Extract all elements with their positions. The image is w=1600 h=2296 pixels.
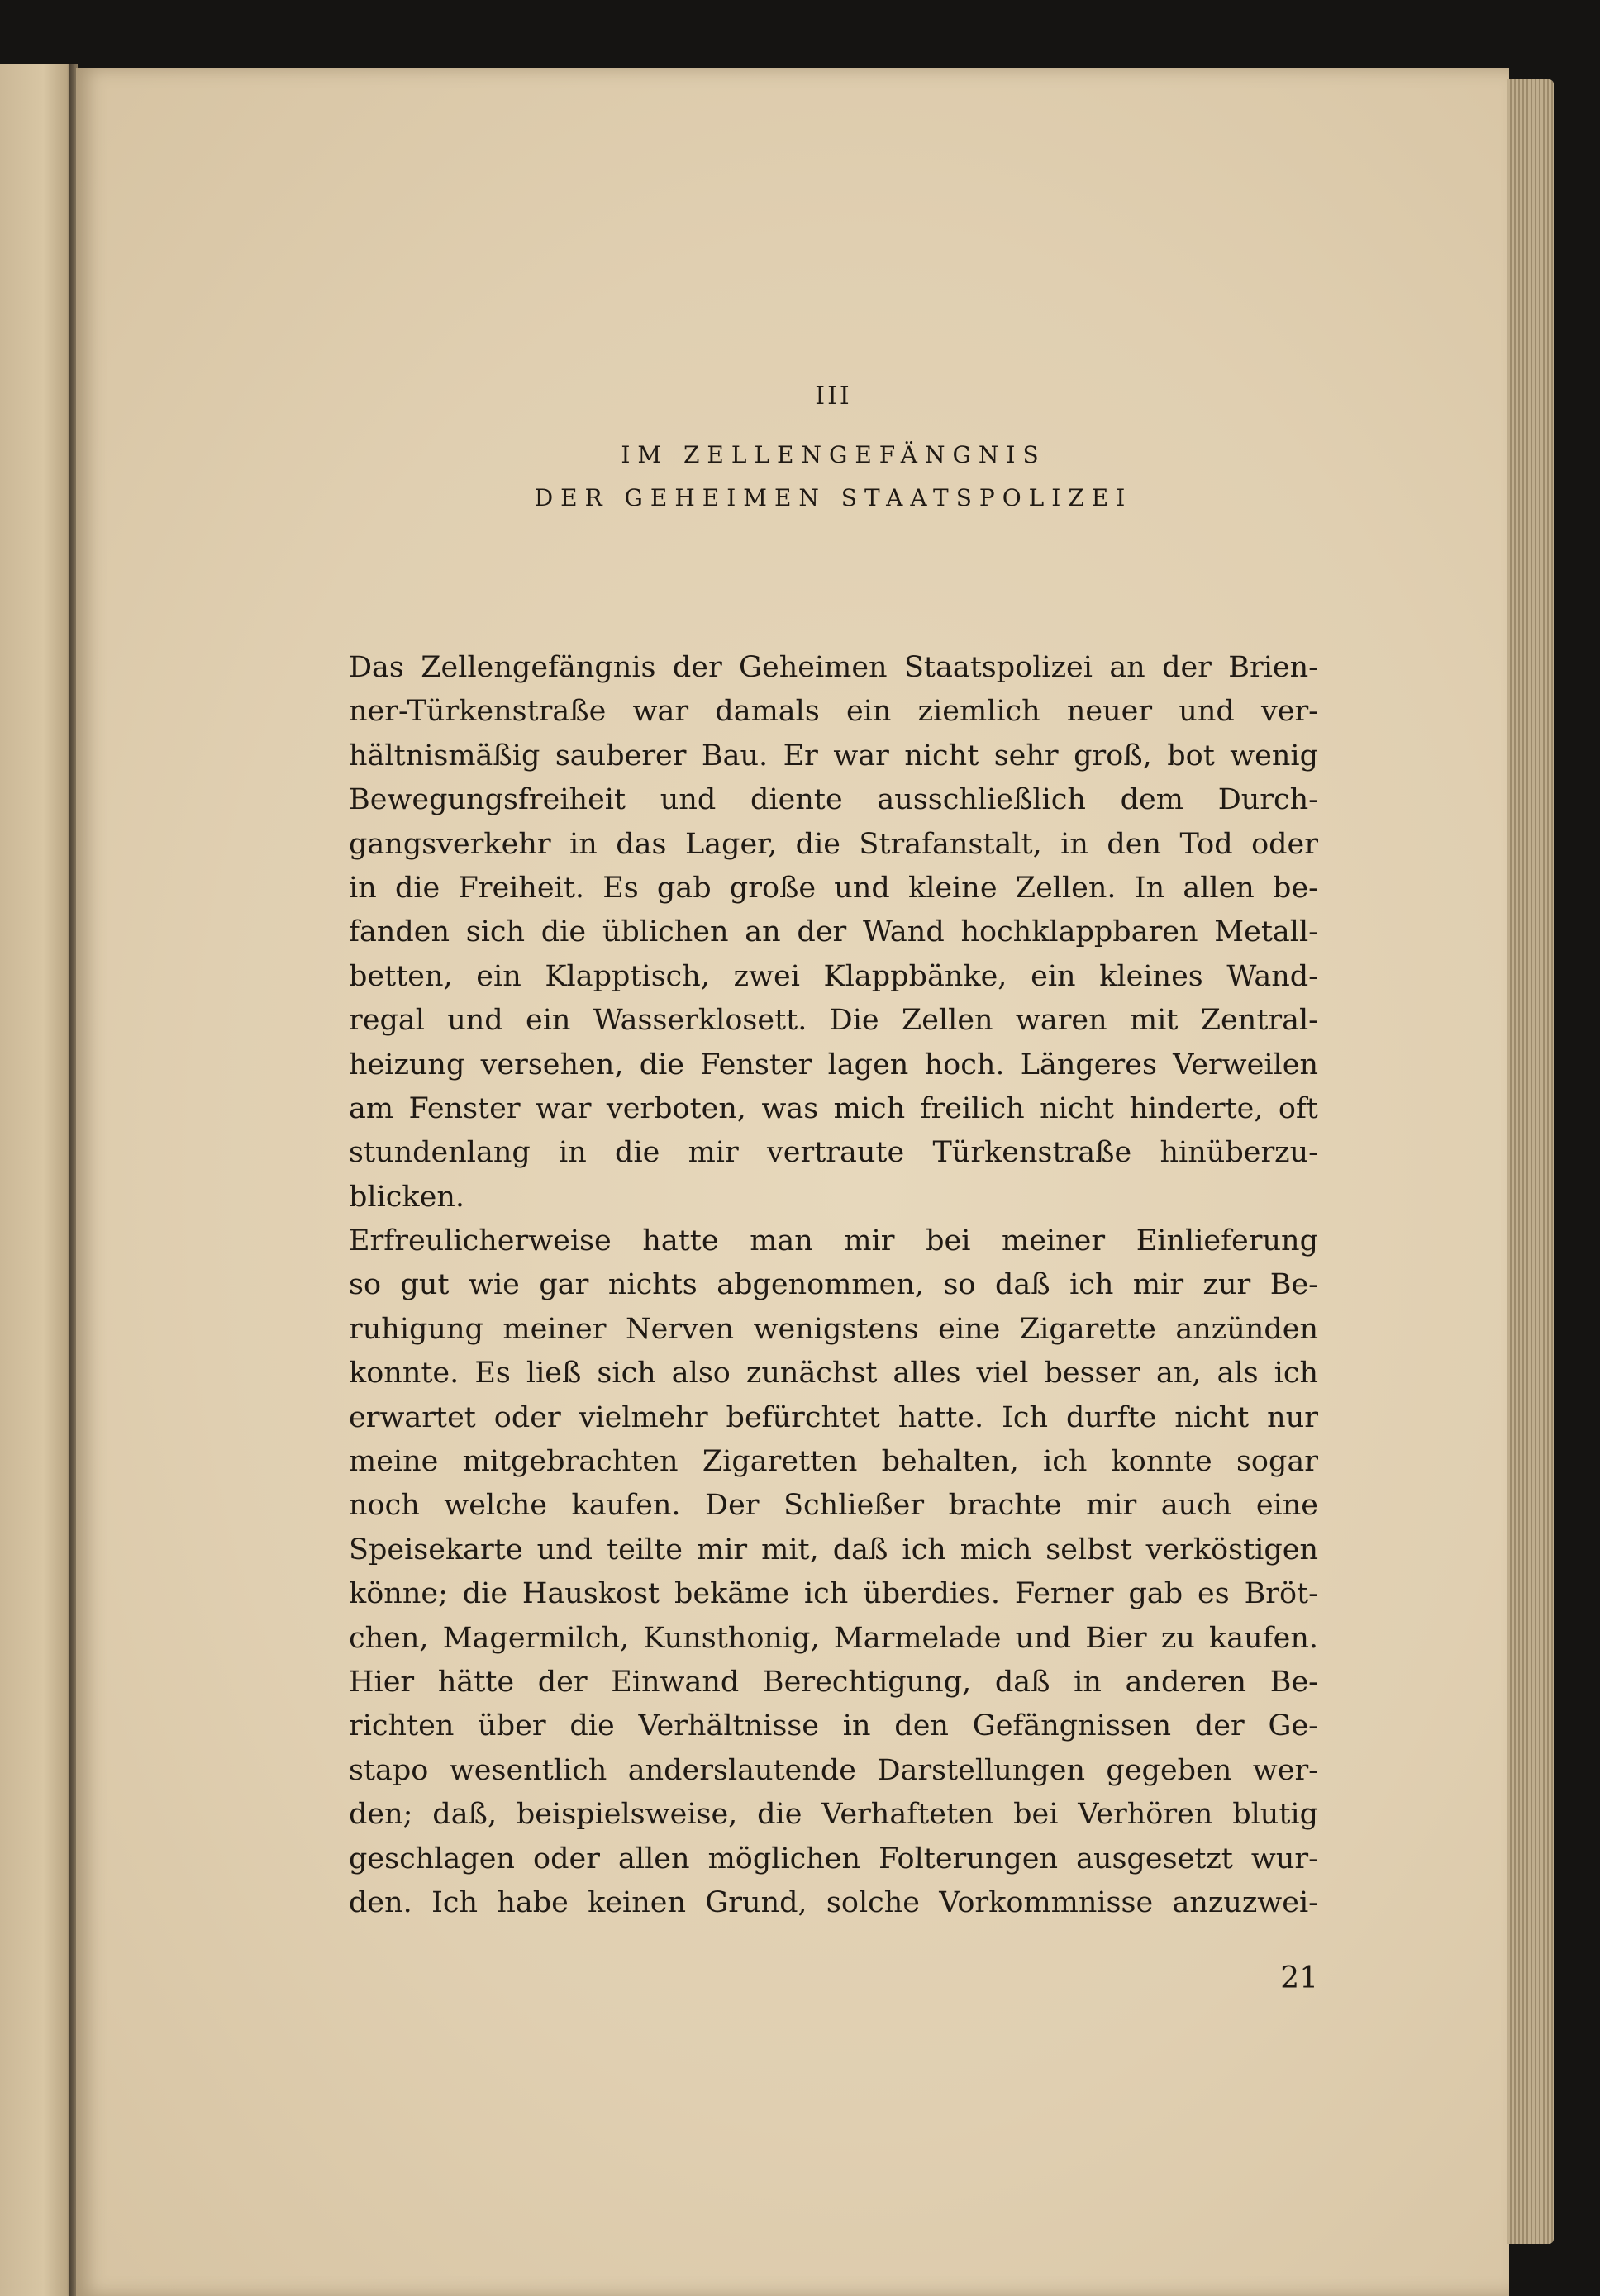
body-line: stapo wesentlich anderslautende Darstellungen gegeben wer- bbox=[349, 1753, 1318, 1787]
body-line: gangsverkehr in das Lager, die Strafanstalt, in den Tod oder bbox=[349, 827, 1318, 861]
body-line: so gut wie gar nichts abgenommen, so daß ich mir zur Be- bbox=[349, 1268, 1318, 1302]
body-line: hältnismäßig sauberer Bau. Er war nicht sehr groß, bot wenig bbox=[349, 739, 1318, 772]
body-line: am Fenster war verboten, was mich freilich nicht hinderte, oft bbox=[349, 1091, 1318, 1125]
page-number: 21 bbox=[1280, 1961, 1318, 1995]
body-line: regal und ein Wasserklosett. Die Zellen waren mit Zentral- bbox=[349, 1004, 1318, 1038]
body-line: erwartet oder vielmehr befürchtet hatte. Ich durfte nicht nur bbox=[349, 1400, 1318, 1434]
body-line: könne; die Hauskost bekäme ich überdies. Ferner gab es Bröt- bbox=[349, 1577, 1318, 1611]
body-line: noch welche kaufen. Der Schließer brachte mir auch eine bbox=[349, 1489, 1318, 1523]
chapter-title-line-2: DER GEHEIMEN STAATSPOLIZEI bbox=[534, 484, 1133, 511]
body-text bbox=[349, 646, 1318, 1925]
body-line: blicken. bbox=[349, 1180, 464, 1214]
page-stack-edges bbox=[1507, 79, 1554, 2244]
body-line: Bewegungsfreiheit und diente ausschließlich dem Durch- bbox=[349, 783, 1318, 817]
body-line: fanden sich die üblichen an der Wand hochklappbaren Metall- bbox=[349, 915, 1318, 949]
body-line: Hier hätte der Einwand Berechtigung, daß in anderen Be- bbox=[349, 1665, 1318, 1699]
body-line: heizung versehen, die Fenster lagen hoch. Längeres Verweilen bbox=[349, 1048, 1318, 1081]
body-line: betten, ein Klapptisch, zwei Klappbänke, ein kleines Wand- bbox=[349, 959, 1318, 993]
body-line: den; daß, beispielsweise, die Verhafteten bei Verhören blutig bbox=[349, 1798, 1318, 1832]
body-line: meine mitgebrachten Zigaretten behalten, ich konnte sogar bbox=[349, 1445, 1318, 1479]
left-page-edge bbox=[0, 64, 73, 2296]
body-line: ruhigung meiner Nerven wenigstens eine Zigarette anzünden bbox=[349, 1312, 1318, 1346]
body-line: stundenlang in die mir vertraute Türkenstraße hinüberzu- bbox=[349, 1136, 1318, 1170]
body-line: in die Freiheit. Es gab große und kleine Zellen. In allen be- bbox=[349, 871, 1318, 905]
body-line: den. Ich habe keinen Grund, solche Vorkommnisse anzuzwei- bbox=[349, 1885, 1318, 1919]
body-line: Das Zellengefängnis der Geheimen Staatspolizei an der Brien- bbox=[349, 651, 1318, 684]
body-line: geschlagen oder allen möglichen Folterungen ausgesetzt wur- bbox=[349, 1842, 1318, 1875]
chapter-number: III bbox=[815, 382, 852, 411]
body-line: ner-Türkenstraße war damals ein ziemlich neuer und ver- bbox=[349, 695, 1318, 729]
body-line: Speisekarte und teilte mir mit, daß ich mich selbst verköstigen bbox=[349, 1533, 1318, 1566]
chapter-title-line-1: IM ZELLENGEFÄNGNIS bbox=[621, 441, 1046, 468]
right-page bbox=[76, 68, 1509, 2296]
body-line: konnte. Es ließ sich also zunächst alles viel besser an, als ich bbox=[349, 1357, 1318, 1390]
body-line: Erfreulicherweise hatte man mir bei meiner Einlieferung bbox=[349, 1224, 1318, 1258]
body-line: chen, Magermilch, Kunsthonig, Marmelade und Bier zu kaufen. bbox=[349, 1621, 1318, 1655]
body-line: richten über die Verhältnisse in den Gefängnissen der Ge- bbox=[349, 1709, 1318, 1743]
